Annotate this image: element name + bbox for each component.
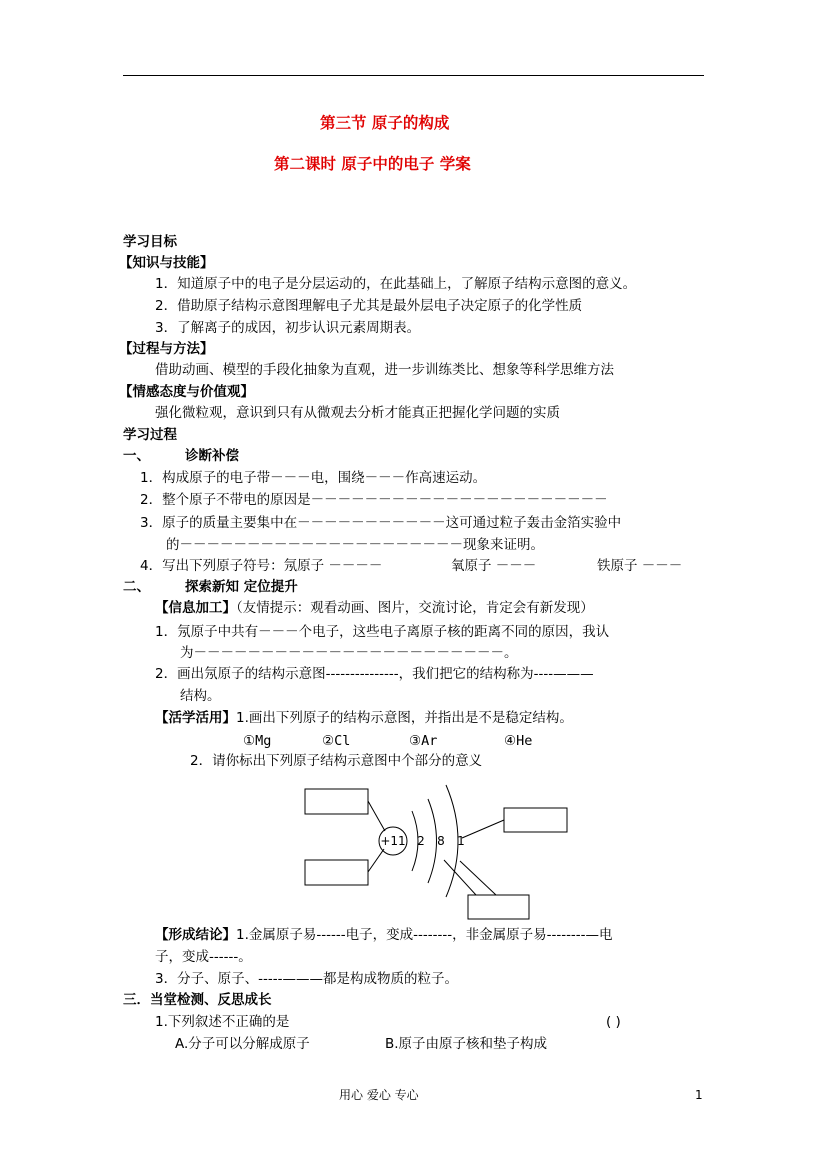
shell-electrons-2: 8 <box>437 834 445 848</box>
info-item-2-line-2: 结构。 <box>180 688 221 704</box>
pointer-line-bottom-left <box>368 849 384 872</box>
apply-item-2: 2．请你标出下列原子结构示意图中个部分的意义 <box>190 753 483 769</box>
section-2-title: 探索新知 定位提升 <box>185 579 298 595</box>
nucleus-charge: +11 <box>380 834 406 848</box>
label-box-bottom-left <box>305 860 368 885</box>
conclusion-text-1: 1.金属原子易------电子，变成--------，非金属原子易--------—电 <box>236 927 613 943</box>
conclusion-line-2: 子，变成------。 <box>155 949 252 965</box>
question-4-oxygen: 氧原子 －－－ <box>451 558 537 574</box>
info-item-2-line-1: 2．画出氖原子的结构示意图---------------，我们把它的结构称为----——— <box>155 666 594 682</box>
section-2-number: 二、 <box>123 579 150 595</box>
label-box-right <box>504 808 567 832</box>
emotion-heading: 【情感态度与价值观】 <box>119 384 254 400</box>
goal-item-3: 3．了解离子的成因，初步认识元素周期表。 <box>155 320 421 336</box>
pointer-line-bottom-b <box>460 861 496 895</box>
atom-structure-diagram <box>300 765 580 925</box>
process-method-text: 借助动画、模型的手段化抽象为直观，进一步训练类比、想象等科学思维方法 <box>155 362 614 378</box>
apply-text: 1.画出下列原子的结构示意图，并指出是不是稳定结构。 <box>236 710 573 726</box>
info-text: （友情提示：观看动画、图片，交流讨论，肯定会有新发现） <box>236 600 594 616</box>
pointer-line-right <box>462 820 504 838</box>
shell-electrons-3: 1 <box>457 834 465 848</box>
question-3-line-2: 的－－－－－－－－－－－－－－－－－－－－－现象来证明。 <box>166 537 544 553</box>
page-number: 1 <box>695 1088 703 1102</box>
test-question-1: 1.下列叙述不正确的是 <box>155 1014 290 1030</box>
atom-cl: ②Cl <box>322 733 351 749</box>
answer-parentheses: ( ) <box>606 1014 621 1030</box>
goals-heading: 学习目标 <box>123 234 177 250</box>
emotion-text: 强化微粒观，意识到只有从微观去分析才能真正把握化学问题的实质 <box>155 405 560 421</box>
process-heading: 学习过程 <box>123 427 177 443</box>
knowledge-heading: 【知识与技能】 <box>119 255 214 271</box>
shell-arc-2 <box>428 799 437 883</box>
footer-motto: 用心 爱心 专心 <box>339 1088 419 1102</box>
info-item-1-line-2: 为－－－－－－－－－－－－－－－－－－－－－－－。 <box>180 645 518 661</box>
atom-he: ④He <box>504 733 533 749</box>
conclusion-heading: 【形成结论】 <box>155 927 236 943</box>
conclusion-line-3: 3．分子、原子、-----———都是构成物质的粒子。 <box>155 971 458 987</box>
title-lesson: 第二课时 原子中的电子 学案 <box>274 155 471 173</box>
question-1: 1．构成原子的电子带－－－电，围绕－－－作高速运动。 <box>140 470 487 486</box>
goal-item-2: 2．借助原子结构示意图理解电子尤其是最外层电子决定原子的化学性质 <box>155 298 583 314</box>
option-b: B.原子由原子核和垫子构成 <box>385 1036 548 1052</box>
apply-line <box>155 709 573 727</box>
question-2: 2．整个原子不带电的原因是－－－－－－－－－－－－－－－－－－－－－－ <box>140 492 608 508</box>
section-1-number: 一、 <box>123 448 150 464</box>
title-section: 第三节 原子的构成 <box>320 114 450 132</box>
goal-item-1: 1．知道原子中的电子是分层运动的，在此基础上，了解原子结构示意图的意义。 <box>155 276 637 292</box>
info-heading: 【信息加工】 <box>155 600 236 616</box>
info-item-1-line-1: 1．氖原子中共有－－－个电子，这些电子离原子核的距离不同的原因，我认 <box>155 624 610 640</box>
option-a: A.分子可以分解成原子 <box>175 1036 310 1052</box>
header-rule <box>123 75 704 76</box>
question-4-iron: 铁原子 －－－ <box>597 558 683 574</box>
question-3-line-1: 3．原子的质量主要集中在－－－－－－－－－－－这可通过粒子轰击金箔实验中 <box>140 515 622 531</box>
conclusion-line-1 <box>155 926 613 944</box>
atom-mg: ①Mg <box>243 733 272 749</box>
atom-ar: ③Ar <box>409 733 438 749</box>
section-3-title: 三．当堂检测、反思成长 <box>123 992 272 1008</box>
label-box-top-left <box>305 789 368 814</box>
apply-heading: 【活学活用】 <box>155 710 236 726</box>
label-box-bottom <box>468 895 529 919</box>
shell-electrons-1: 2 <box>417 834 425 848</box>
question-4-neon: 4．写出下列原子符号：氖原子 －－－－ <box>140 558 383 574</box>
section-1-title: 诊断补偿 <box>185 448 239 464</box>
info-line <box>155 599 594 617</box>
process-method-heading: 【过程与方法】 <box>119 341 214 357</box>
pointer-line-top-left <box>368 801 385 831</box>
